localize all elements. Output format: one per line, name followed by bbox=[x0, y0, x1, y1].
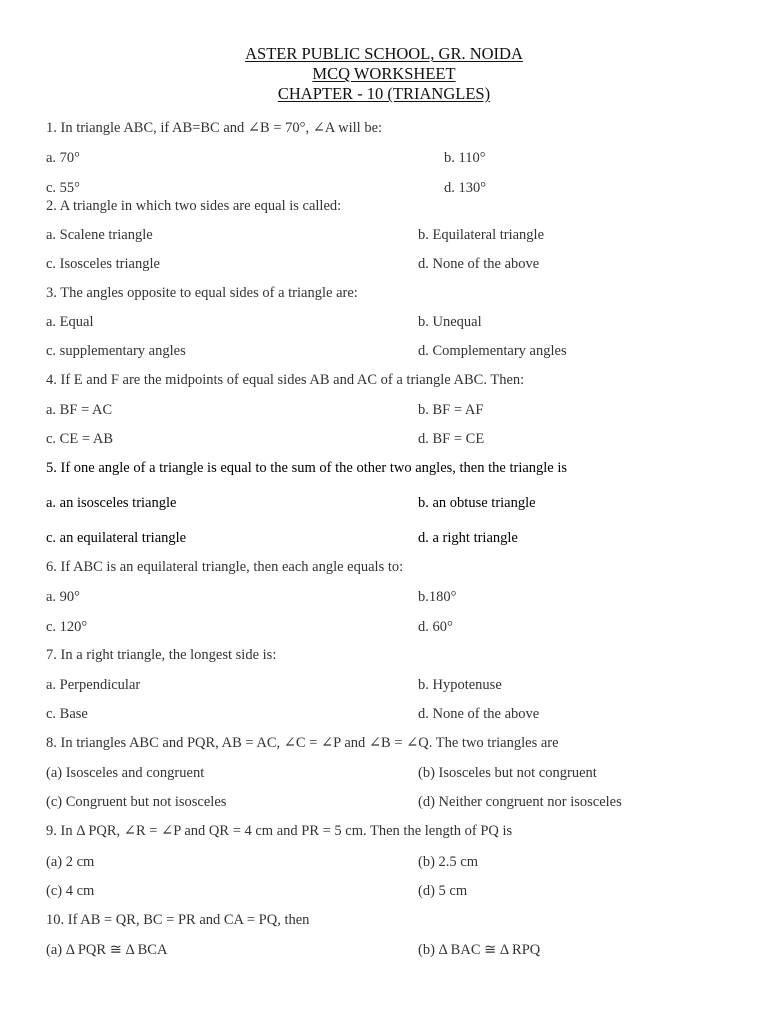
q6-option-d: d. 60° bbox=[418, 619, 453, 635]
q4-option-d: d. BF = CE bbox=[418, 431, 485, 447]
school-name: ASTER PUBLIC SCHOOL, GR. NOIDA bbox=[245, 44, 523, 63]
q1-option-d: d. 130° bbox=[444, 180, 487, 196]
q1-option-c: c. 55° bbox=[46, 180, 80, 196]
q2-option-d: d. None of the above bbox=[418, 256, 540, 272]
q4-option-a: a. BF = AC bbox=[46, 402, 113, 418]
worksheet-title: MCQ WORKSHEET bbox=[312, 64, 456, 83]
q9-option-a: (a) 2 cm bbox=[46, 854, 95, 870]
worksheet-header bbox=[0, 44, 768, 104]
q6-option-c: c. 120° bbox=[46, 619, 88, 635]
question-2: 2. A triangle in which two sides are equal is called: bbox=[46, 198, 342, 214]
q10-option-b: (b) Δ BAC ≅ Δ RPQ bbox=[418, 942, 541, 958]
q8-option-b: (b) Isosceles but not congruent bbox=[418, 765, 597, 781]
q7-option-b: b. Hypotenuse bbox=[418, 677, 502, 693]
q2-option-c: c. Isosceles triangle bbox=[46, 256, 160, 272]
question-7: 7. In a right triangle, the longest side is: bbox=[46, 647, 277, 663]
q8-option-a: (a) Isosceles and congruent bbox=[46, 765, 205, 781]
q5-option-c: c. an equilateral triangle bbox=[46, 530, 187, 546]
question-6: 6. If ABC is an equilateral triangle, then each angle equals to: bbox=[46, 559, 404, 575]
q5-option-a: a. an isosceles triangle bbox=[46, 495, 177, 511]
q6-option-b: b.180° bbox=[418, 589, 457, 605]
question-8: 8. In triangles ABC and PQR, AB = AC, ∠C = ∠P and ∠B = ∠Q. The two triangles are bbox=[46, 735, 559, 751]
q7-option-c: c. Base bbox=[46, 706, 88, 722]
q10-option-a: (a) Δ PQR ≅ Δ BCA bbox=[46, 942, 168, 958]
question-3: 3. The angles opposite to equal sides of a triangle are: bbox=[46, 285, 358, 301]
question-10: 10. If AB = QR, BC = PR and CA = PQ, then bbox=[46, 912, 310, 928]
q1-option-b: b. 110° bbox=[444, 150, 486, 166]
q9-option-b: (b) 2.5 cm bbox=[418, 854, 478, 870]
question-9: 9. In Δ PQR, ∠R = ∠P and QR = 4 cm and PR = 5 cm. Then the length of PQ is bbox=[46, 823, 513, 839]
question-5: 5. If one angle of a triangle is equal to the sum of the other two angles, then the triangle is bbox=[46, 460, 568, 476]
q5-option-b: b. an obtuse triangle bbox=[418, 495, 536, 511]
q9-option-d: (d) 5 cm bbox=[418, 883, 468, 899]
q6-option-a: a. 90° bbox=[46, 589, 80, 605]
q4-option-c: c. CE = AB bbox=[46, 431, 113, 447]
q5-option-d: d. a right triangle bbox=[418, 530, 518, 546]
q7-option-a: a. Perpendicular bbox=[46, 677, 141, 693]
q1-option-a: a. 70° bbox=[46, 150, 80, 166]
question-4: 4. If E and F are the midpoints of equal sides AB and AC of a triangle ABC. Then: bbox=[46, 372, 525, 388]
q3-option-d: d. Complementary angles bbox=[418, 343, 567, 359]
q3-option-c: c. supplementary angles bbox=[46, 343, 186, 359]
q7-option-d: d. None of the above bbox=[418, 706, 540, 722]
q8-option-d: (d) Neither congruent nor isosceles bbox=[418, 794, 622, 810]
chapter-title: CHAPTER - 10 (TRIANGLES) bbox=[277, 84, 491, 103]
q2-option-b: b. Equilateral triangle bbox=[418, 227, 545, 243]
q9-option-c: (c) 4 cm bbox=[46, 883, 95, 899]
q2-option-a: a. Scalene triangle bbox=[46, 227, 153, 243]
q3-option-a: a. Equal bbox=[46, 314, 94, 330]
q4-option-b: b. BF = AF bbox=[418, 402, 484, 418]
q8-option-c: (c) Congruent but not isosceles bbox=[46, 794, 227, 810]
q3-option-b: b. Unequal bbox=[418, 314, 482, 330]
question-1: 1. In triangle ABC, if AB=BC and ∠B = 70°, ∠A will be: bbox=[46, 120, 383, 136]
